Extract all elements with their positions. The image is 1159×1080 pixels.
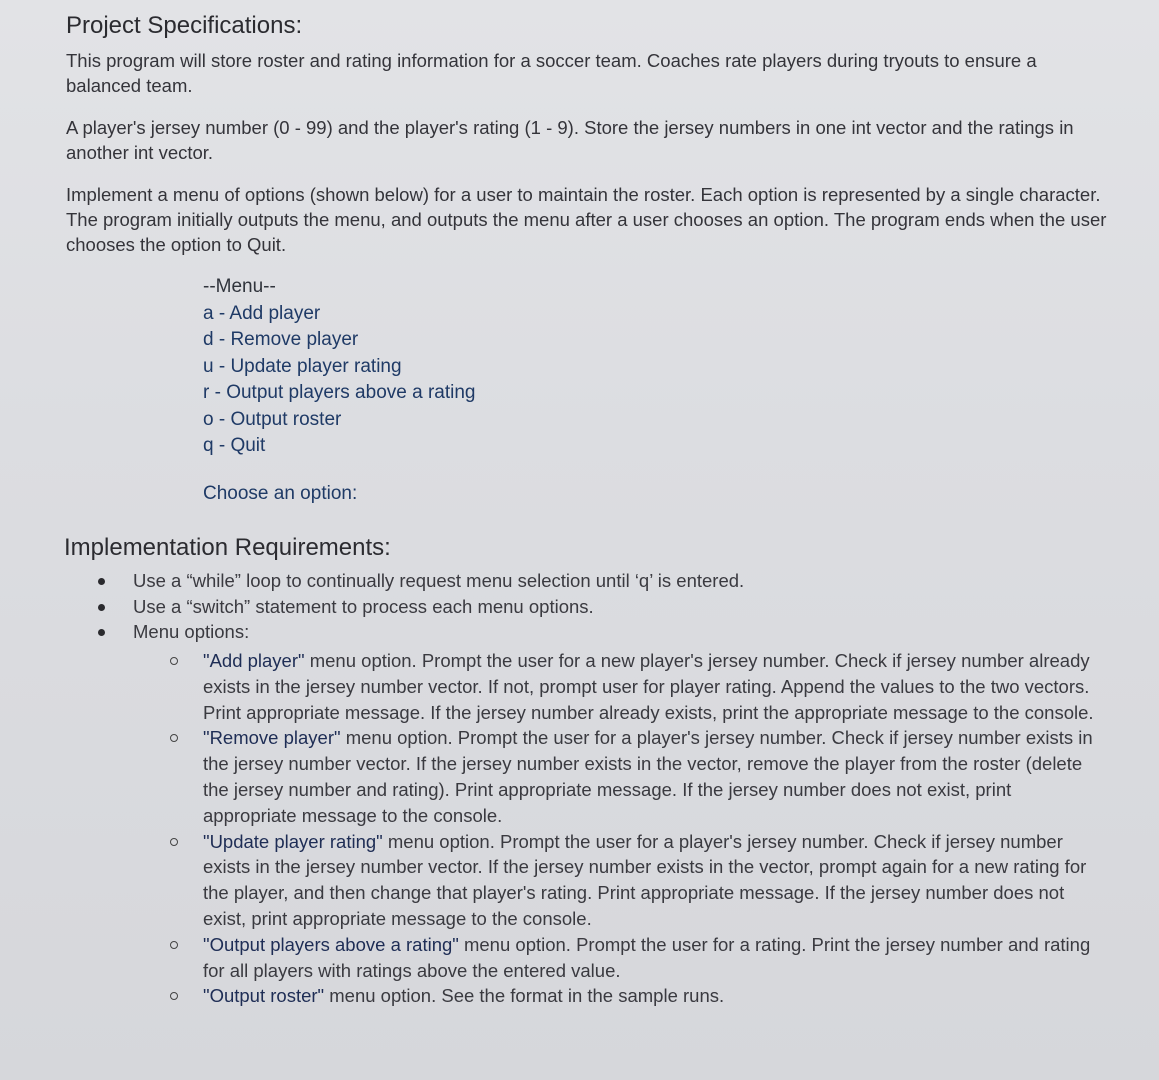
option-name: "Remove player" [203,727,341,749]
menu-options-list [166,648,1096,1009]
list-item [166,983,1096,1009]
menu-paragraph: Implement a menu of options (shown below) for a user to maintain the roster. Each option is represented by a single character. The program initially outputs the menu, and outputs the menu after a user chooses an option. The program ends when the user chooses the option to Quit. [66,184,1107,255]
list-item [166,829,1096,932]
list-item [166,648,1096,725]
option-description: menu option. Prompt the user for a rating. Print the jersey number and rating for all players with ratings above the entered value. [203,933,1091,981]
option-name: "Output roster" [203,985,325,1007]
intro-paragraph: This program will store roster and rating information for a soccer team. Coaches rate players during tryouts to ensure a balanced team. [66,50,1037,96]
option-description: menu option. Prompt the user for a new player's jersey number. Check if jersey number already exists in the jersey number vector. If not, prompt user for player rating. Append the values to the two vectors. Print appropriate message. If the jersey number already exists, print the appropriate message to the console. [203,650,1094,723]
menu-prompt: Choose an option: [203,483,358,504]
menu-item-above-rating: r - Output players above a rating [203,382,476,403]
requirement-text: Use a “switch” statement to process each menu options. [133,595,594,617]
circle-bullet-icon [170,838,178,846]
circle-bullet-icon [170,941,178,949]
option-description: menu option. Prompt the user for a player's jersey number. Check if jersey number exists in the jersey number vector. If the jersey number exists in the vector, remove the player from the roster (delete the jersey number and rating). Print appropriate message. If the jersey number does not exist, print appropriate message to the console. [203,727,1093,826]
option-description: menu option. Prompt the user for a player's jersey number. Check if jersey number exists in the jersey number vector. If the jersey number exists in the vector, prompt again for a new rating for the player, and then change that player's rating. Print appropriate message. If the jersey number does not exist, print appropriate message to the console. [203,830,1087,929]
option-name: "Output players above a rating" [203,933,459,955]
option-name: "Add player" [203,650,305,671]
menu-item-remove: d - Remove player [203,329,359,350]
menu-item-update: u - Update player rating [203,355,402,377]
list-item [166,725,1096,828]
requirement-text: Menu options: [133,621,250,642]
bullet-icon [98,578,105,585]
menu-item-add: a - Add player [203,302,321,324]
menu-title: --Menu-- [203,276,276,297]
option-description: menu option. See the format in the sample runs. [324,985,725,1007]
circle-bullet-icon [170,734,178,742]
circle-bullet-icon [170,657,178,665]
page-title: Project Specifications: [66,12,303,39]
circle-bullet-icon [170,992,178,1000]
menu-item-roster: o - Output roster [203,408,342,430]
list-item [94,619,1094,645]
bullet-icon [98,604,105,611]
implementation-heading: Implementation Requirements: [64,534,391,561]
list-item [166,932,1096,984]
list-item [94,568,1094,594]
requirement-text: Use a “while” loop to continually request menu selection until ‘q’ is entered. [133,570,745,591]
menu-listing [203,274,475,460]
option-name: "Update player rating" [203,830,383,852]
jersey-paragraph: A player's jersey number (0 - 99) and the player's rating (1 - 9). Store the jersey numbers in one int vector and the ratings in another int vector. [66,117,1074,163]
bullet-icon [98,629,105,636]
requirements-list [94,568,1094,645]
list-item [94,594,1094,620]
menu-item-quit: q - Quit [203,435,266,456]
